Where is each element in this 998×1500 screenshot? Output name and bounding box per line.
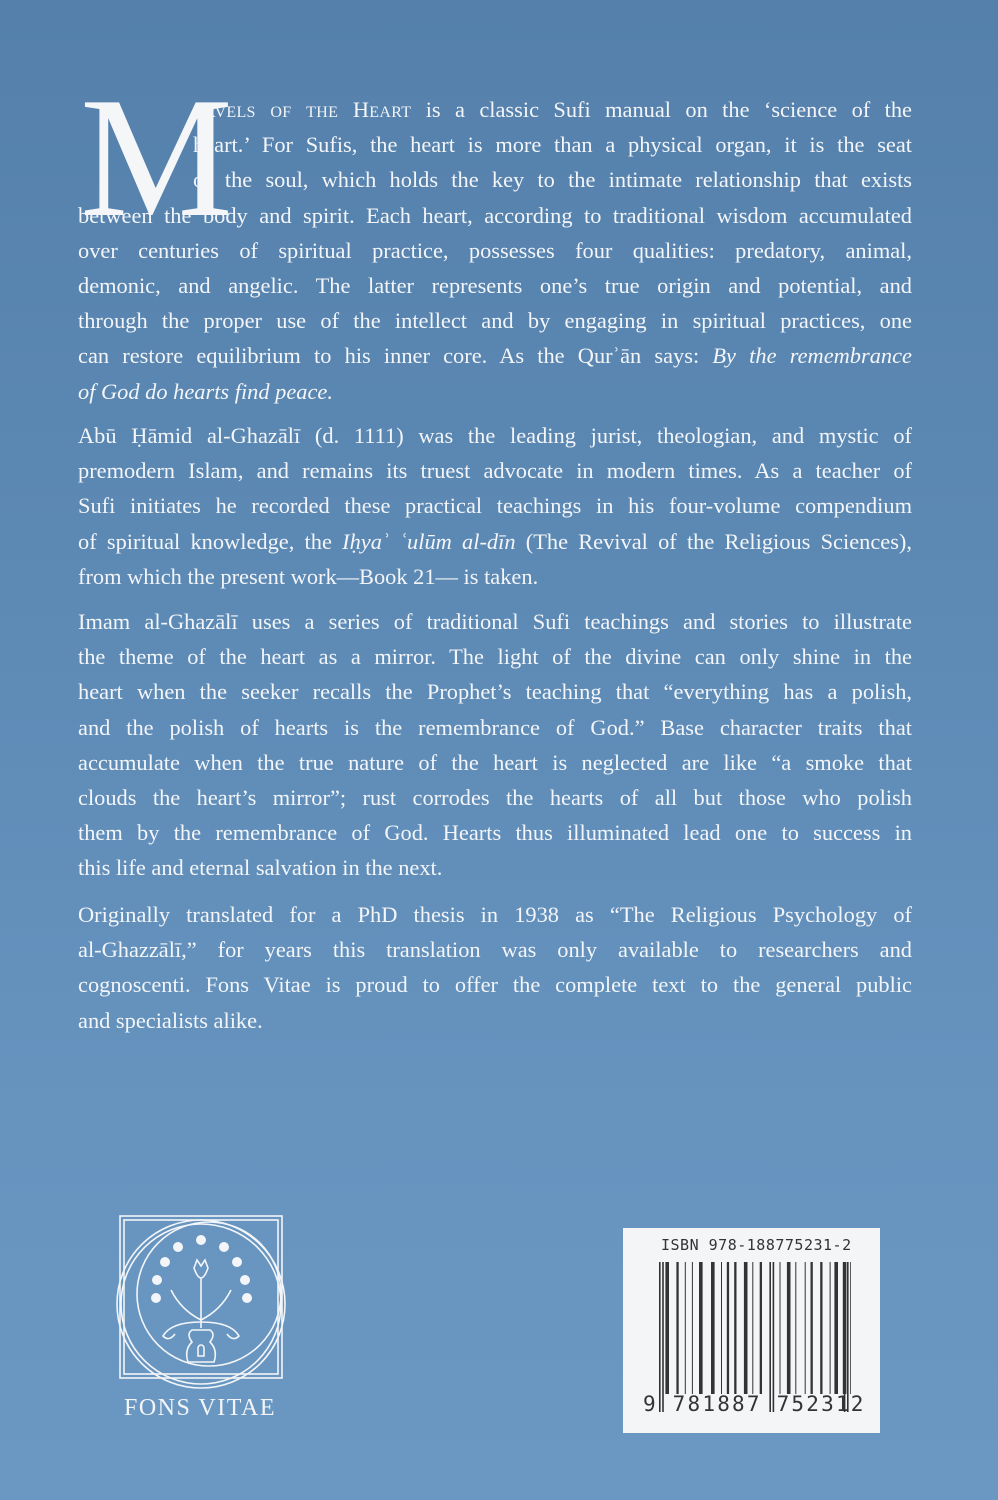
text-line: heart.’ For Sufis, the heart is more than a physical organ, it is the seat	[193, 132, 912, 158]
isbn-label: ISBN 978-188775231-2	[661, 1236, 852, 1254]
text-line: through the proper use of the intellect and by engaging in spiritual practices, one	[78, 308, 912, 334]
text-line: this life and eternal salvation in the next.	[78, 855, 443, 881]
barcode-bar	[692, 1262, 693, 1394]
text-line: them by the remembrance of God. Hearts thus illuminated lead one to success in	[78, 820, 912, 846]
text-line: and the polish of hearts is the remembrance of God.” Base character traits that	[78, 714, 912, 740]
barcode-bar	[665, 1262, 669, 1394]
text-line: the theme of the heart as a mirror. The light of the divine can only shine in the	[78, 644, 912, 670]
barcode-bar	[795, 1262, 796, 1394]
text-line: Originally translated for a PhD thesis in 1938 as “The Religious Psychology of	[78, 902, 912, 927]
flower-vase-crescent-icon	[112, 1210, 290, 1390]
barcode-bar	[844, 1262, 846, 1412]
book-title: arvels of the Heart	[193, 97, 412, 122]
text-line: and specialists alike.	[78, 1007, 263, 1033]
text-line: over centuries of spiritual practice, possesses four qualities: predatory, animal,	[78, 237, 912, 263]
isbn-barcode	[623, 1228, 880, 1433]
text-line: cognoscenti. Fons Vitae is proud to offer the complete text to the general public	[78, 972, 912, 998]
description-paragraph-4	[78, 897, 912, 1038]
barcode-bar	[780, 1262, 781, 1394]
ean-number: 9 781887 752312	[643, 1392, 866, 1416]
text-line: Sufi initiates he recorded these practical teachings in his four-volume compendium	[78, 493, 912, 519]
barcode-bar	[659, 1262, 661, 1412]
barcode-bar	[744, 1262, 748, 1394]
text-line: demonic, and angelic. The latter represents one’s true origin and potential, and	[78, 272, 912, 298]
text-line: clouds the heart’s mirror”; rust corrodes the hearts of all but those who polish	[78, 784, 912, 810]
barcode-bar	[760, 1262, 762, 1394]
publisher-name: FONS VITAE	[124, 1395, 276, 1421]
text: can restore equilibrium to his inner core. As the Qurʾān says:	[78, 343, 713, 369]
barcode-bar	[721, 1262, 722, 1394]
barcode-bar	[662, 1262, 664, 1412]
text-line: Abū Ḥāmid al-Ghazālī (d. 1111) was the leading jurist, theologian, and mystic of	[78, 423, 912, 448]
text: is a classic Sufi manual on the ‘science of the	[411, 97, 912, 122]
barcode-bar	[769, 1262, 771, 1412]
barcode-bar	[727, 1262, 729, 1394]
text-line: premodern Islam, and remains its truest advocate in modern times. As a teacher of	[78, 458, 912, 484]
description-paragraph-2	[78, 418, 912, 594]
barcode-bars	[659, 1262, 851, 1412]
barcode-bar	[685, 1262, 686, 1394]
text-line	[78, 338, 912, 373]
text-line: of the soul, which holds the key to the intimate relationship that exists	[193, 167, 912, 193]
text: of spiritual knowledge, the	[78, 528, 343, 554]
text: (The Revival of the Religious Sciences),	[515, 528, 912, 554]
text-line: Imam al-Ghazālī uses a series of traditional Sufi teachings and stories to illustrate	[78, 609, 912, 634]
quran-quote: By the remembrance	[712, 343, 912, 369]
drop-cap: M	[80, 63, 233, 253]
barcode-bar	[752, 1262, 753, 1394]
work-title: Iḥyaʾ ʿulūm al-dīn	[342, 528, 516, 554]
description-paragraph-3	[78, 604, 912, 886]
barcode-bar	[820, 1262, 822, 1394]
text-line: between the body and spirit. Each heart, according to traditional wisdom accumulated	[78, 202, 912, 228]
text-line: al-Ghazzālī,” for years this translation was only available to researchers and	[78, 937, 912, 963]
text-line	[193, 92, 912, 127]
quran-quote: of God do hearts find peace.	[78, 378, 333, 404]
barcode-bar	[734, 1262, 736, 1394]
barcode-bar	[773, 1262, 775, 1412]
text-line: accumulate when the true nature of the heart is neglected are like “a smoke that	[78, 749, 912, 775]
barcode-bar	[847, 1262, 849, 1412]
barcode-bar	[699, 1262, 703, 1394]
description-paragraph-1	[78, 92, 912, 409]
barcode-bar	[850, 1262, 851, 1394]
barcode-bar	[811, 1262, 813, 1394]
text-line	[78, 374, 912, 409]
text-line: heart when the seeker recalls the Prophet’s teaching that “everything has a polish,	[78, 679, 912, 705]
text-line	[78, 524, 912, 559]
text-line: from which the present work—Book 21— is taken.	[78, 563, 539, 589]
barcode-bar	[805, 1262, 806, 1394]
barcode-bar	[830, 1262, 831, 1394]
barcode-bar	[834, 1262, 838, 1394]
barcode-bar	[787, 1262, 791, 1394]
barcode-bar	[676, 1262, 678, 1394]
barcode-bar	[711, 1262, 715, 1394]
